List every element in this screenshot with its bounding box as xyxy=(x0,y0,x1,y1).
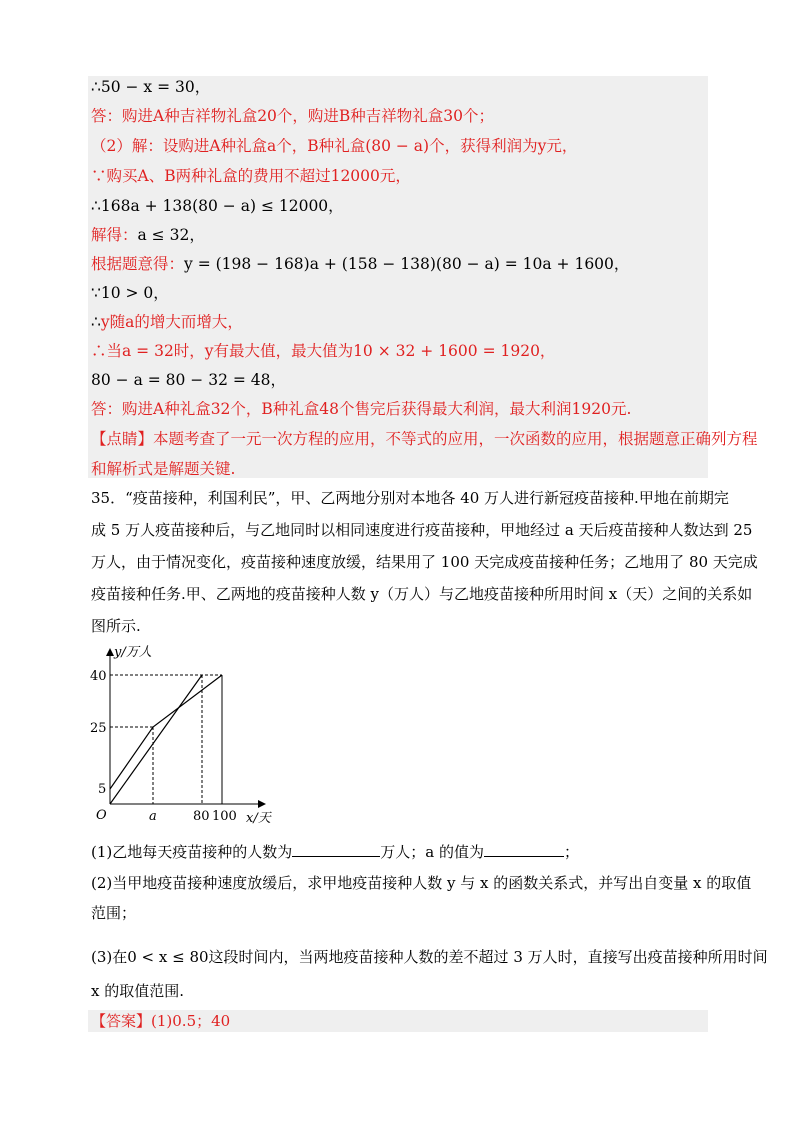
solved-label: 解得： xyxy=(91,226,138,244)
key-point-line-1: 【点睛】本题考查了一元一次方程的应用，不等式的应用，一次函数的应用，根据题意正确列方程 xyxy=(91,430,758,448)
question-1-part-b: 万人；a 的值为 xyxy=(380,843,484,861)
line-yi xyxy=(110,675,202,804)
solution-line-3: （2）解：设购进A种礼盒a个，B种礼盒(80 − a)个，获得利润为y元， xyxy=(91,137,578,155)
solution-line-1: ∴50 − x = 30， xyxy=(91,78,211,96)
line-jia xyxy=(110,675,222,789)
solved-inequality: a ≤ 32， xyxy=(137,226,205,244)
question-1 xyxy=(91,838,579,867)
problem-line-1: 35．“疫苗接种，利国利民”，甲、乙两地分别对本地各 40 万人进行新冠疫苗接种.甲地在前期完 xyxy=(91,489,729,507)
tick-y5: 5 xyxy=(98,782,107,797)
problem-line-3: 万人，由于情况变化，疫苗接种速度放缓，结果用了 100 天完成疫苗接种任务；乙地用了 80 天完成 xyxy=(91,553,758,571)
graph-figure xyxy=(88,642,288,832)
x-axis-label: x/天 xyxy=(246,811,271,826)
tick-x100: 100 xyxy=(212,809,237,824)
problem-line-2: 成 5 万人疫苗接种后，与乙地同时以相同速度进行疫苗接种，甲地经过 a 天后疫苗接种人数达到 25 xyxy=(91,521,753,539)
question-3-line-1: (3)在0 < x ≤ 80这段时间内，当两地疫苗接种人数的差不超过 3 万人时，直接写出疫苗接种所用时间 xyxy=(91,948,768,966)
key-point-line-2: 和解析式是解题关键. xyxy=(91,460,236,478)
problem-line-4: 疫苗接种任务.甲、乙两地的疫苗接种人数 y（万人）与乙地疫苗接种所用时间 x（天）之间的关系如 xyxy=(91,585,753,603)
y-axis-label: y/万人 xyxy=(114,645,152,660)
solution-line-2: 答：购进A种吉祥物礼盒20个，购进B种吉祥物礼盒30个； xyxy=(91,107,495,125)
question-1-part-c: ； xyxy=(563,843,579,861)
solution-line-7 xyxy=(91,249,629,279)
solution-line-8: ∵10 > 0， xyxy=(91,284,169,302)
tick-y40: 40 xyxy=(90,669,107,684)
solution-line-11: 80 − a = 80 − 32 = 48， xyxy=(91,371,286,389)
answer-label: 【答案】 xyxy=(91,1012,152,1030)
question-2-line-2: 范围； xyxy=(91,904,137,922)
according-label: 根据题意得： xyxy=(91,255,185,273)
solution-line-6 xyxy=(91,220,205,250)
question-3-line-2: x 的取值范围. xyxy=(91,982,184,1000)
tick-x80: 80 xyxy=(193,809,210,824)
solution-line-12: 答：购进A种礼盒32个，B种礼盒48个售完后获得最大利润，最大利润1920元. xyxy=(91,400,632,418)
solution-line-10: ∴当a = 32时，y有最大值，最大值为10 × 32 + 1600 = 1920， xyxy=(91,342,556,360)
answer-blank-1[interactable] xyxy=(292,840,380,857)
increasing-statement: y随a的增大而增大， xyxy=(100,313,243,331)
answer-text: (1)0.5；40 xyxy=(151,1012,231,1030)
problem-line-5: 图所示. xyxy=(91,617,141,635)
solution-line-9 xyxy=(91,307,243,337)
answer-line xyxy=(91,1010,230,1032)
answer-blank-2[interactable] xyxy=(484,840,564,857)
tick-y25: 25 xyxy=(90,721,107,736)
question-2-line-1: (2)当甲地疫苗接种速度放缓后，求甲地疫苗接种人数 y 与 x 的函数关系式，并写出自变量 x 的取值 xyxy=(91,874,752,892)
therefore-symbol: ∴ xyxy=(91,313,101,331)
origin-label: O xyxy=(96,808,107,823)
solution-line-5: ∴168a + 138(80 − a) ≤ 12000， xyxy=(91,197,344,215)
solution-line-4: ∵购买A、B两种礼盒的费用不超过12000元， xyxy=(91,167,411,185)
question-1-part-a: (1)乙地每天疫苗接种的人数为 xyxy=(91,843,293,861)
profit-function: y = (198 − 168)a + (158 − 138)(80 − a) = 10a + 1600， xyxy=(184,255,630,273)
tick-xa: a xyxy=(149,809,157,824)
